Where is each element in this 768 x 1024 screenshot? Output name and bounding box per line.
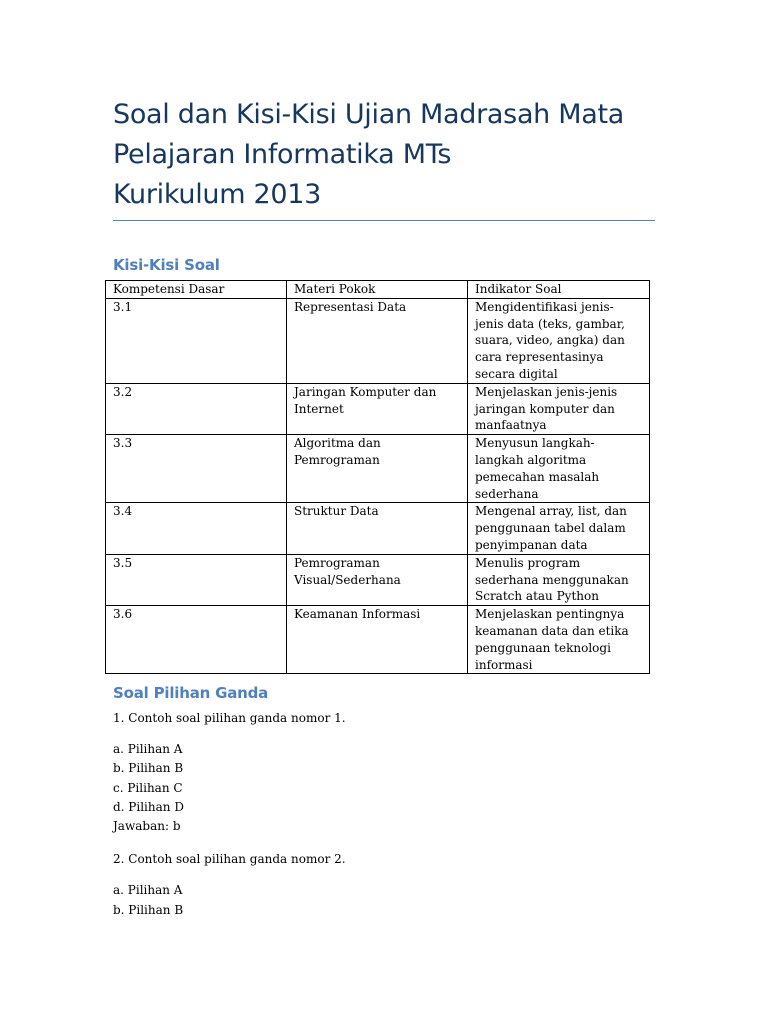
title-line-3: Kurikulum 2013 [113, 179, 322, 210]
cell-materi: Pemrograman Visual/Sederhana [287, 554, 468, 605]
question-item [113, 850, 673, 920]
option-a: a. Pilihan A [113, 742, 183, 757]
question-text: 1. Contoh soal pilihan ganda nomor 1. [113, 711, 346, 725]
cell-materi: Jaringan Komputer dan Internet [287, 383, 468, 434]
question-list [113, 709, 673, 920]
heading-pilihan-ganda: Soal Pilihan Ganda [113, 684, 269, 702]
document-title [113, 95, 673, 215]
cell-kompetensi: 3.5 [106, 554, 287, 605]
heading-kisi-kisi: Kisi-Kisi Soal [113, 256, 220, 274]
table-row [106, 383, 650, 434]
option-d: d. Pilihan D [113, 799, 184, 814]
option-a: a. Pilihan A [113, 883, 183, 898]
kisi-kisi-table [105, 280, 650, 674]
table-row [106, 606, 650, 674]
cell-materi: Representasi Data [287, 298, 468, 383]
option-b: b. Pilihan B [113, 902, 184, 917]
cell-kompetensi: 3.3 [106, 435, 287, 503]
header-materi-pokok: Materi Pokok [287, 281, 468, 299]
cell-indikator: Mengidentifikasi jenis-jenis data (teks, gambar, suara, video, angka) dan cara representasinya secara digital [468, 298, 650, 383]
table-row [106, 435, 650, 503]
title-line-1: Soal dan Kisi-Kisi Ujian Madrasah Mata [113, 99, 625, 130]
option-c: c. Pilihan C [113, 780, 183, 795]
header-indikator-soal: Indikator Soal [468, 281, 650, 299]
cell-indikator: Menjelaskan jenis-jenis jaringan komputer dan manfaatnya [468, 383, 650, 434]
cell-indikator: Menjelaskan pentingnya keamanan data dan etika penggunaan teknologi informasi [468, 606, 650, 674]
cell-kompetensi: 3.4 [106, 503, 287, 554]
title-underline [113, 220, 655, 221]
title-line-2: Pelajaran Informatika MTs [113, 139, 452, 170]
option-b: b. Pilihan B [113, 761, 184, 776]
table-row [106, 503, 650, 554]
question-item [113, 709, 673, 836]
table-row [106, 554, 650, 605]
question-text: 2. Contoh soal pilihan ganda nomor 2. [113, 852, 346, 867]
cell-indikator: Menulis program sederhana menggunakan Scratch atau Python [468, 554, 650, 605]
cell-indikator: Mengenal array, list, dan penggunaan tabel dalam penyimpanan data [468, 503, 650, 554]
cell-kompetensi: 3.6 [106, 606, 287, 674]
cell-materi: Keamanan Informasi [287, 606, 468, 674]
cell-kompetensi: 3.2 [106, 383, 287, 434]
cell-materi: Algoritma dan Pemrograman [287, 435, 468, 503]
cell-indikator: Menyusun langkah-langkah algoritma pemecahan masalah sederhana [468, 435, 650, 503]
table-header-row [106, 281, 650, 299]
answer-key: Jawaban: b [113, 819, 181, 834]
cell-kompetensi: 3.1 [106, 298, 287, 383]
question-spacer [113, 836, 673, 850]
table-row [106, 298, 650, 383]
header-kompetensi-dasar: Kompetensi Dasar [106, 281, 287, 299]
cell-materi: Struktur Data [287, 503, 468, 554]
